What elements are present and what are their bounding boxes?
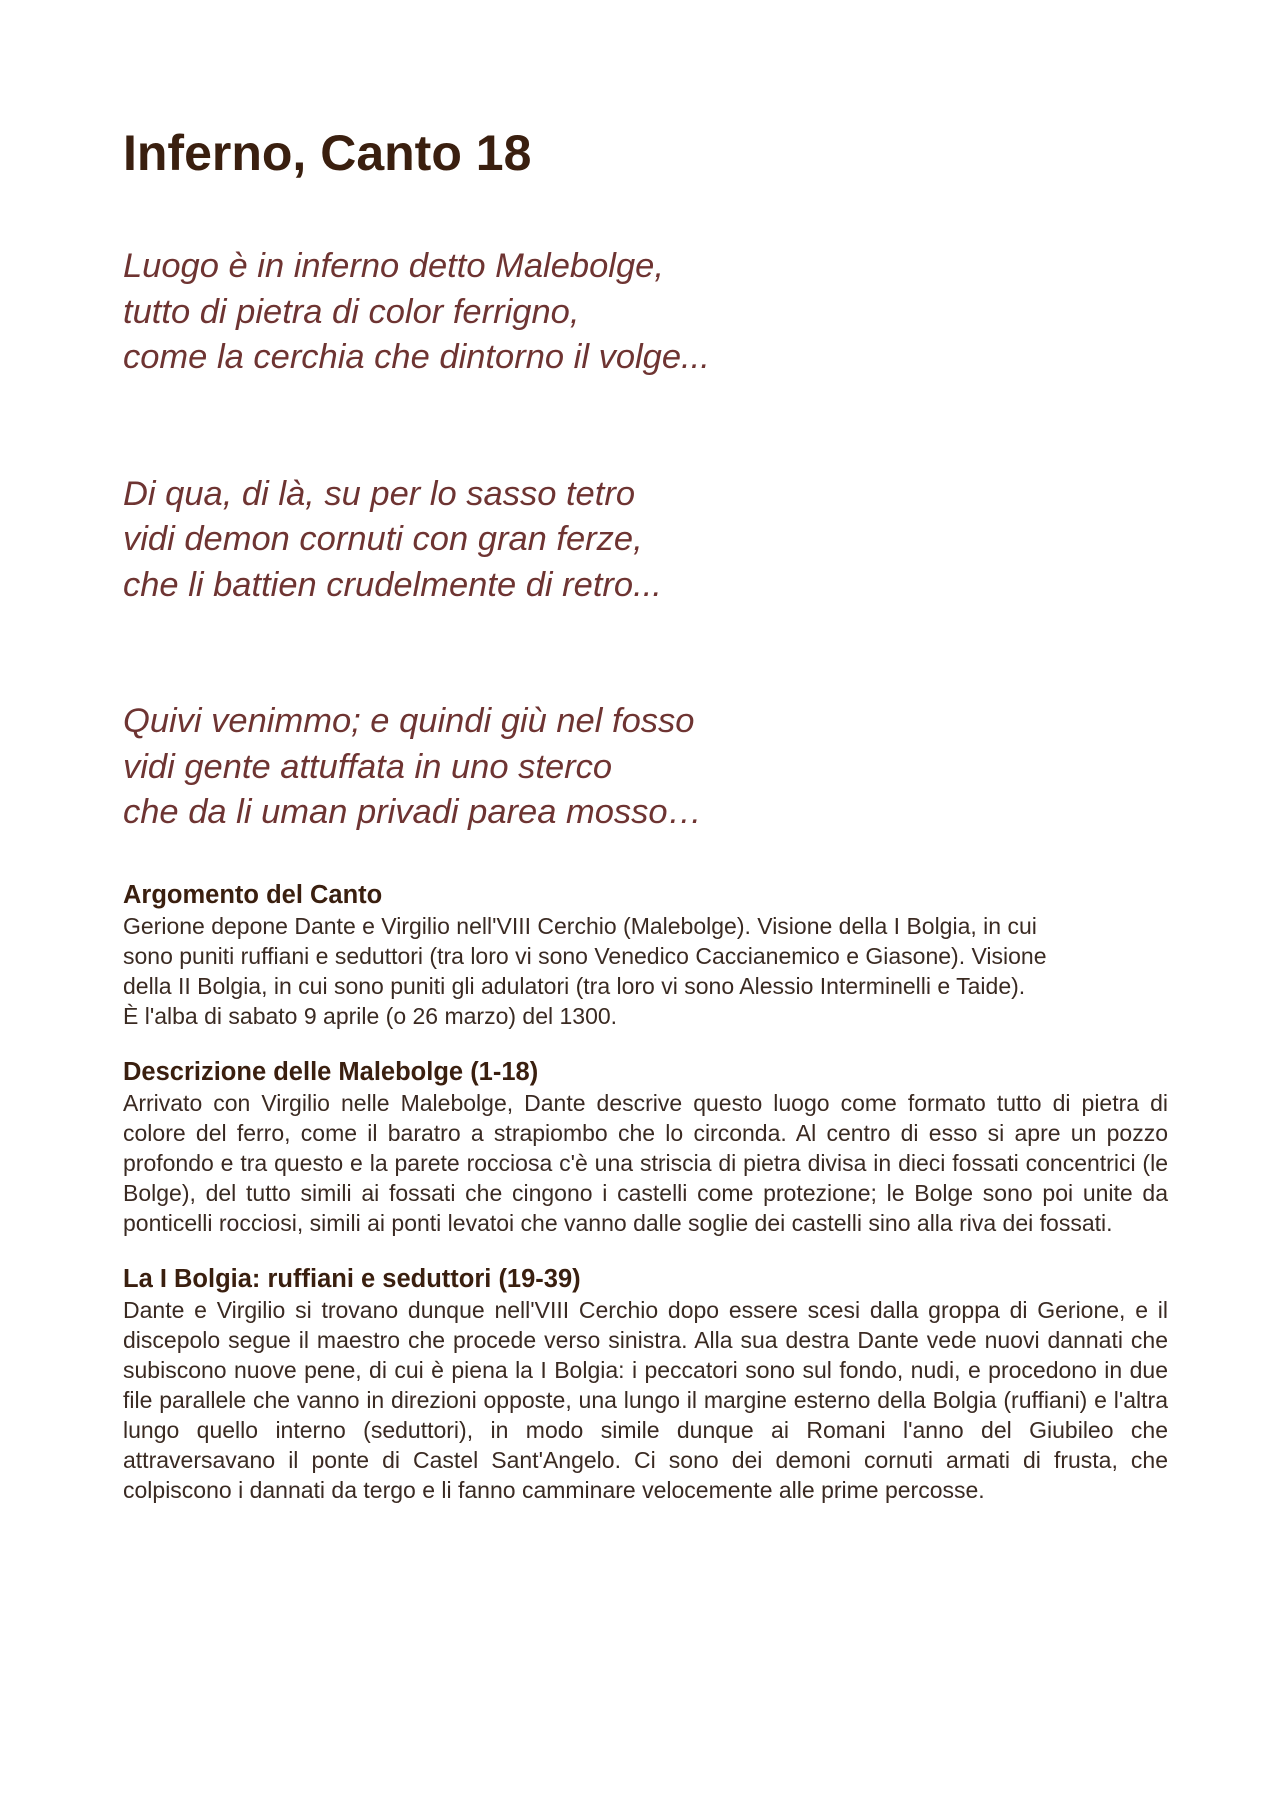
section-heading: Descrizione delle Malebolge (1-18) <box>123 1057 539 1086</box>
page-title: Inferno, Canto 18 <box>123 125 532 181</box>
verse-line: tutto di pietra di color ferrigno, <box>123 292 580 331</box>
body-line: Gerione depone Dante e Virgilio nell'VIII Cerchio (Malebolge). Visione della I Bolgia, in cui <box>123 912 1037 939</box>
verse-line: Luogo è in inferno detto Malebolge, <box>123 247 664 285</box>
section-malebolge <box>123 1056 1168 1238</box>
verse-line: vidi gente attuffata in uno sterco <box>123 747 613 786</box>
verse-quotes <box>123 244 1168 836</box>
stanza <box>123 244 1168 381</box>
section-bolgia-1 <box>123 1263 1168 1505</box>
section-heading: Argomento del Canto <box>123 880 383 909</box>
section-heading: La I Bolgia: ruffiani e seduttori (19-39) <box>123 1264 581 1293</box>
verse-line: che li battien crudelmente di retro... <box>123 565 662 604</box>
verse-line: Quivi venimmo; e quindi giù nel fosso <box>123 702 695 740</box>
stanza <box>123 699 1168 836</box>
verse-line: che da li uman privadi parea mosso… <box>123 793 703 831</box>
body-line: È l'alba di sabato 9 aprile (o 26 marzo) del 1300. <box>123 1002 618 1029</box>
section-body: Dante e Virgilio si trovano dunque nell'VIII Cerchio dopo essere scesi dalla groppa di Gerione, e il discepolo segue il maestro che procede verso sinistra. Alla sua destra Dante vede nuovi dannati che subiscono nuove pene, di cui è piena la I Bolgia: i peccatori sono sul fondo, nudi, e procedono in due file parallele che vanno in direzioni opposte, una lungo il margine esterno della Bolgia (ruffiani) e l'altra lungo quello interno (seduttori), in modo simile dunque ai Romani l'anno del Giubileo che attraversavano il ponte di Castel Sant'Angelo. Ci sono dei demoni cornuti armati di frusta, che colpiscono i dannati da tergo e li fanno camminare velocemente alle prime percosse. <box>123 1296 1168 1503</box>
body-line: sono puniti ruffiani e seduttori (tra loro vi sono Venedico Caccianemico e Giasone). Visione <box>123 942 1047 969</box>
verse-line: come la cerchia che dintorno il volge... <box>123 338 710 376</box>
section-body: Arrivato con Virgilio nelle Malebolge, Dante descrive questo luogo come formato tutto di pietra di colore del ferro, come il baratro a strapiombo che lo circonda. Al centro di esso si apre un pozzo profondo e tra questo e la parete rocciosa c'è una striscia di pietra divisa in dieci fossati concentrici (le Bolge), del tutto simili ai fossati che cingono i castelli come protezione; le Bolge sono poi unite da ponticelli rocciosi, simili ai ponti levatoi che vanno dalle soglie dei castelli sino alla riva dei fossati. <box>123 1089 1168 1236</box>
stanza <box>123 472 1168 609</box>
body-line: della II Bolgia, in cui sono puniti gli adulatori (tra loro vi sono Alessio Interminelli e Taide). <box>123 972 1026 999</box>
section-argomento <box>123 879 1168 1031</box>
sections <box>123 879 1168 1505</box>
verse-line: Di qua, di là, su per lo sasso tetro <box>123 474 636 513</box>
document-page <box>123 118 1168 1505</box>
verse-line: vidi demon cornuti con gran ferze, <box>123 520 643 558</box>
section-body <box>123 911 1168 1031</box>
